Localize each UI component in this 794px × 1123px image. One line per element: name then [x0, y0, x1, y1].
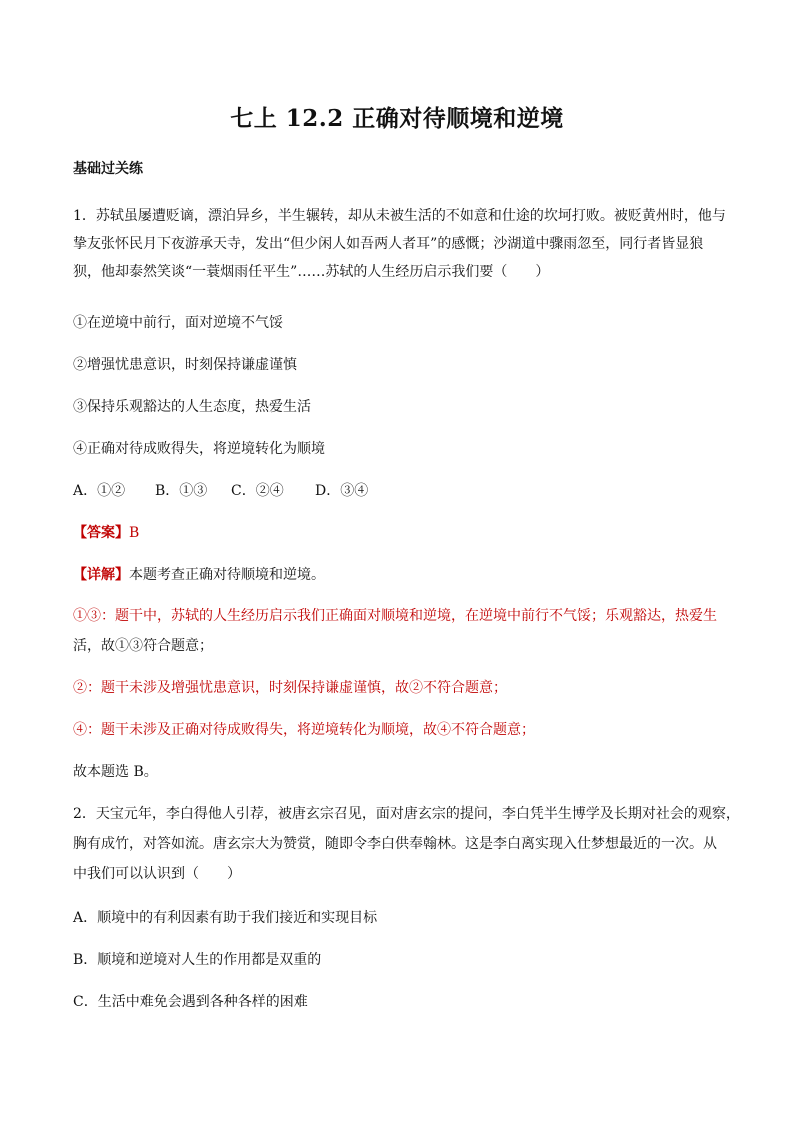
- answer-label: 【答案】: [73, 525, 129, 541]
- q1-item-2: ②增强忧患意识，时刻保持谦虚谨慎: [73, 357, 297, 373]
- q1-option-a: A．①②: [73, 483, 126, 499]
- q2-option-a: A．顺境中的有利因素有助于我们接近和实现目标: [73, 910, 378, 926]
- q2-option-b: B．顺境和逆境对人生的作用都是双重的: [73, 952, 322, 968]
- q1-item-4: ④正确对待成败得失，将逆境转化为顺境: [73, 441, 325, 457]
- q1-option-b: B．①③: [155, 483, 208, 499]
- q1-detail: [73, 565, 723, 585]
- answer-value: B: [129, 525, 140, 541]
- detail-label: 【详解】: [73, 567, 129, 583]
- q1-explain-line-2: 活，故①③符合题意；: [73, 638, 213, 654]
- detail-text: 本题考查正确对待顺境和逆境。: [129, 567, 325, 583]
- q2-option-c: C．生活中难免会遇到各种各样的困难: [73, 994, 308, 1010]
- q1-option-c: C．②④: [231, 483, 284, 499]
- q1-stem-line-3: 狈，他却泰然笑谈“一蓑烟雨任平生”……苏轼的人生经历启示我们要（ ）: [73, 264, 550, 280]
- section-heading: 基础过关练: [73, 161, 143, 177]
- q2-stem-line-2: 胸有成竹，对答如流。唐玄宗大为赞赏，随即令李白供奉翰林。这是李白离实现入仕梦想最近的一次。从: [73, 836, 717, 852]
- q2-stem-line-3: 中我们可以认识到（ ）: [73, 866, 241, 882]
- q1-explain-line-3: ②：题干未涉及增强忧患意识，时刻保持谦虚谨慎，故②不符合题意；: [73, 680, 507, 696]
- q1-conclusion: 故本题选 B。: [73, 764, 158, 780]
- q1-explain-line-1: ①③：题干中，苏轼的人生经历启示我们正确面对顺境和逆境，在逆境中前行不气馁；乐观豁达，热爱生: [73, 608, 717, 624]
- q1-stem-line-2: 挚友张怀民月下夜游承天寺，发出“但少闲人如吾两人者耳”的感慨；沙湖道中骤雨忽至，同行者皆显狼: [73, 236, 704, 252]
- document-title: 七上 12.2 正确对待顺境和逆境: [230, 105, 564, 132]
- q1-answer: [73, 523, 723, 543]
- q1-option-d: D．③④: [315, 483, 369, 499]
- q2-stem-line-1: 2．天宝元年，李白得他人引荐，被唐玄宗召见，面对唐玄宗的提问，李白凭半生博学及长期对社会的观察，: [73, 806, 740, 822]
- q1-item-3: ③保持乐观豁达的人生态度，热爱生活: [73, 399, 311, 415]
- q1-explain-line-4: ④：题干未涉及正确对待成败得失，将逆境转化为顺境，故④不符合题意；: [73, 722, 535, 738]
- q1-item-1: ①在逆境中前行，面对逆境不气馁: [73, 315, 283, 331]
- q1-options: [73, 481, 723, 501]
- q1-stem-line-1: 1．苏轼虽屡遭贬谪，漂泊异乡，半生辗转，却从未被生活的不如意和仕途的坎坷打败。被贬黄州时，他与: [73, 208, 726, 224]
